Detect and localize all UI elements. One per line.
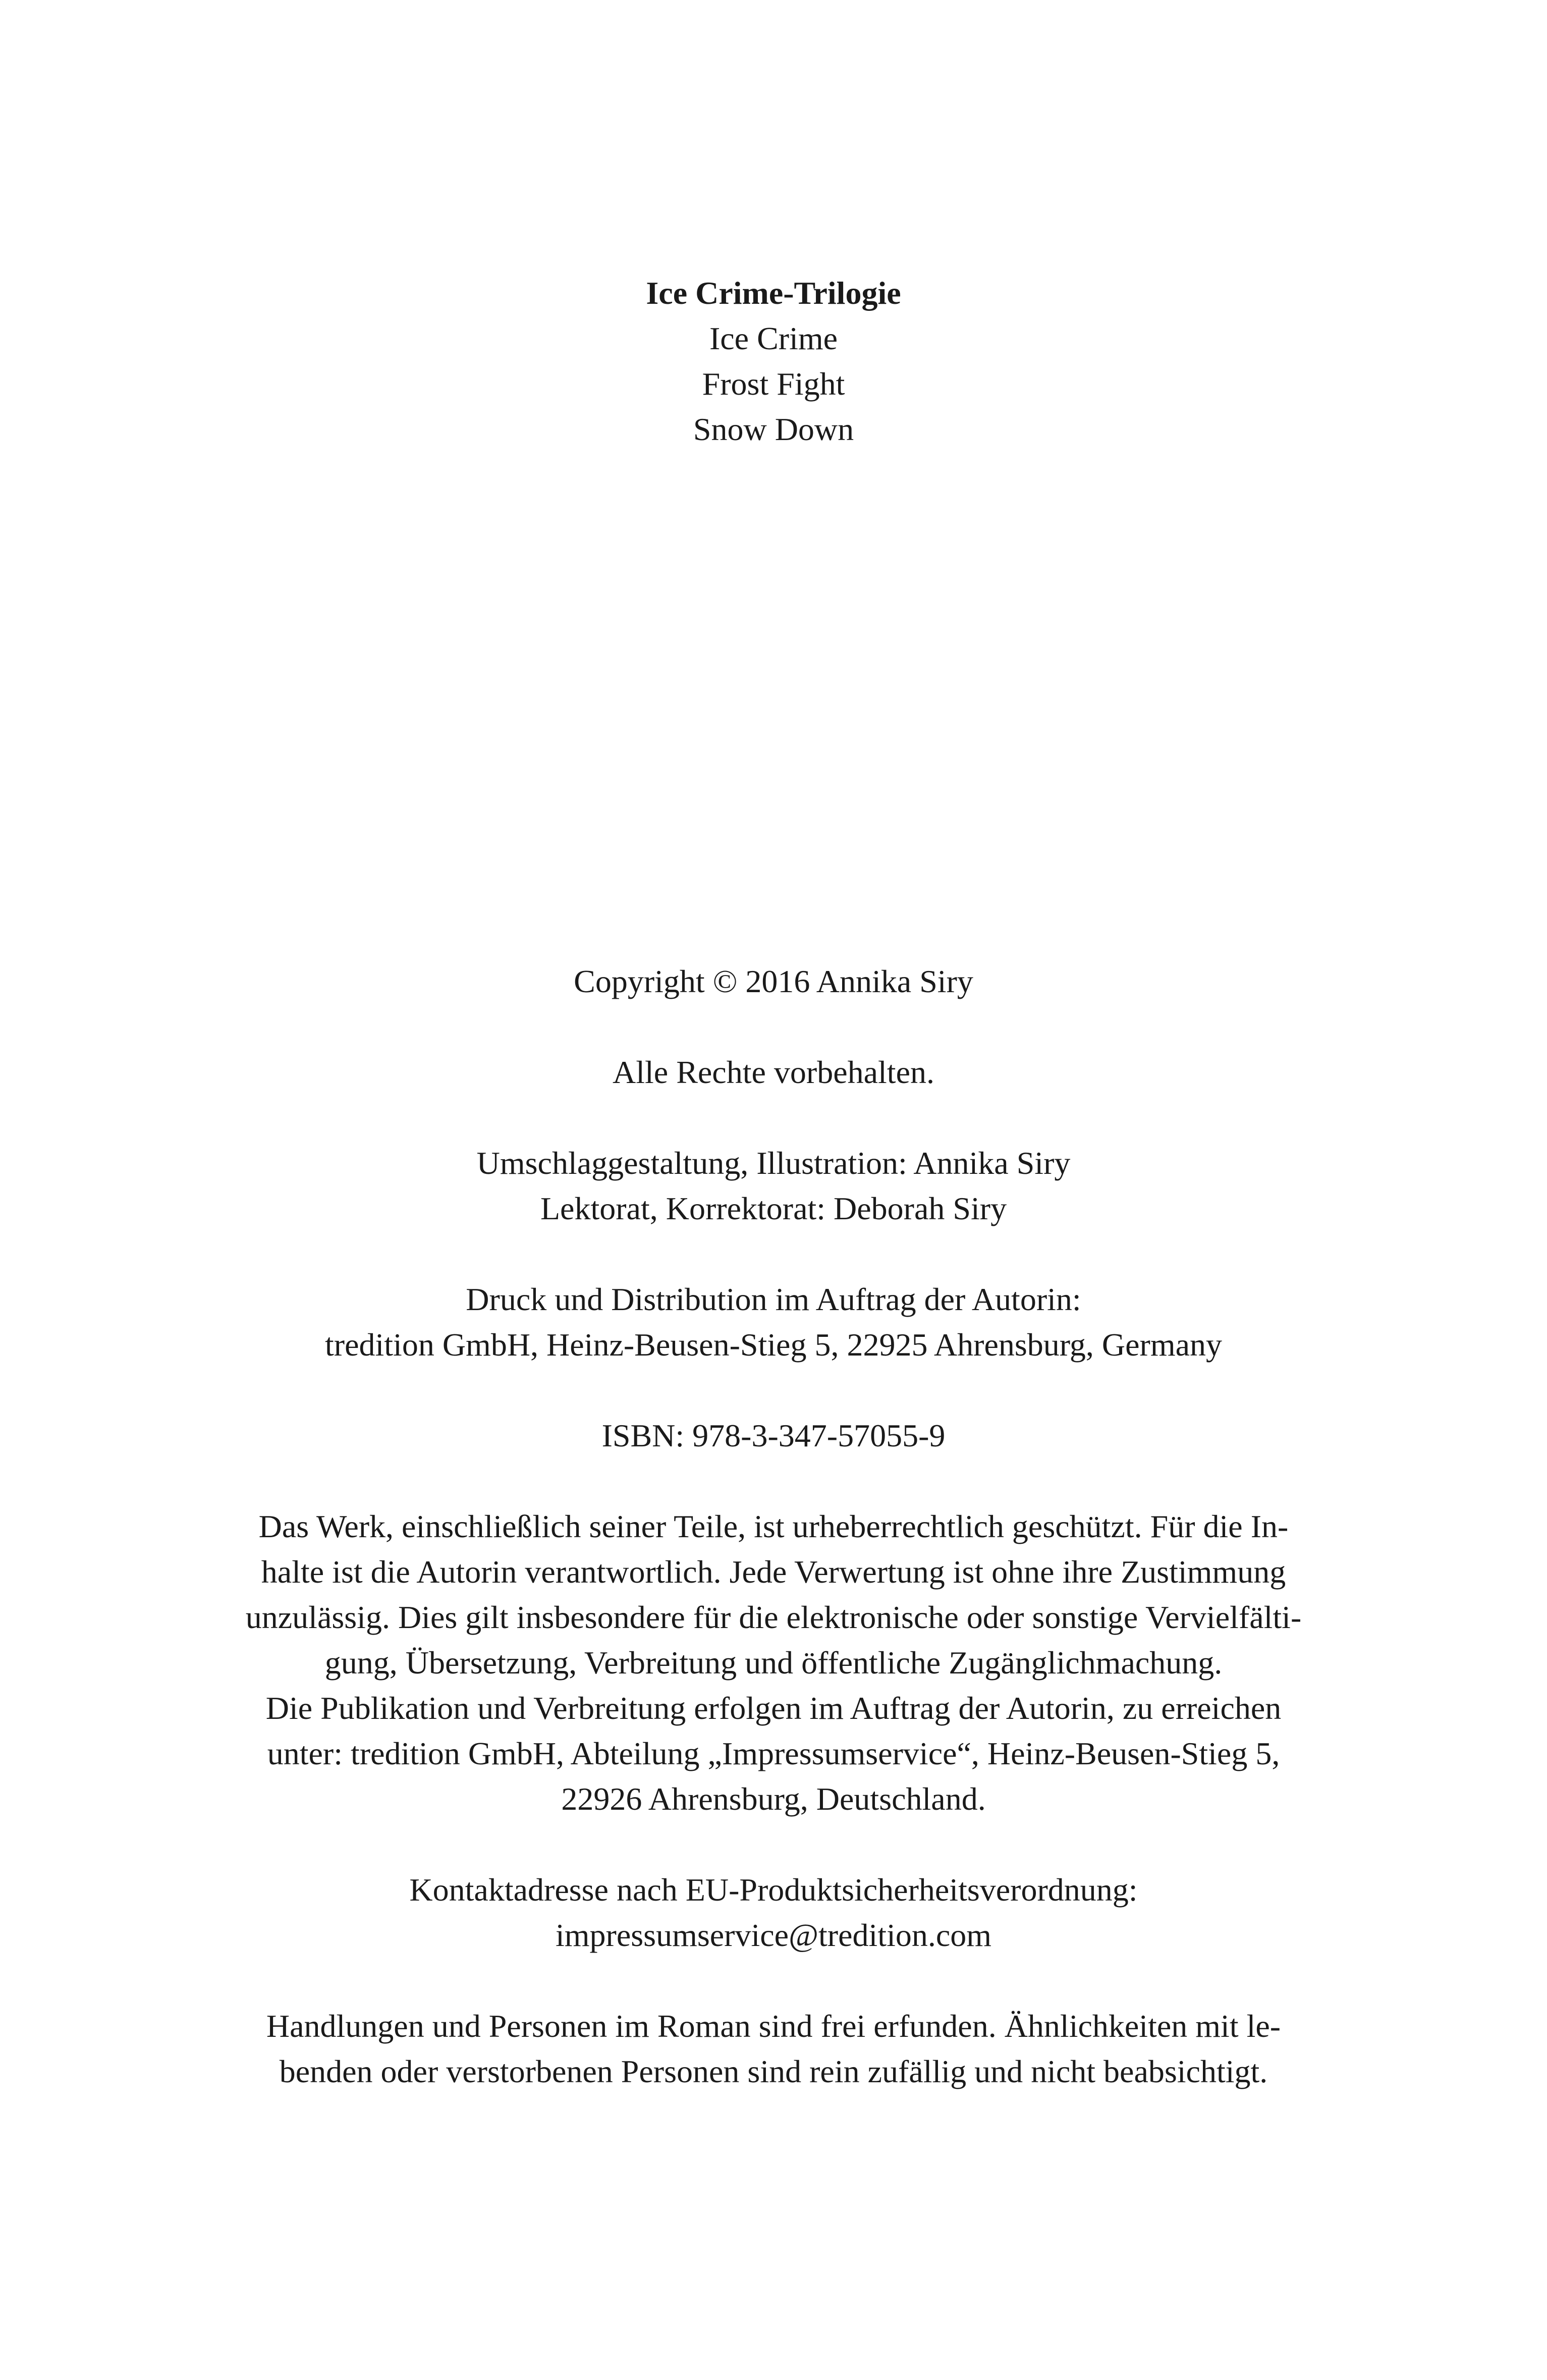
print-line: tredition GmbH, Heinz-Beusen-Stieg 5, 22925 Ahrensburg, Germany bbox=[324, 1327, 1223, 1363]
legal-line: Die Publikation und Verbreitung erfolgen im Auftrag der Autorin, zu erreichen bbox=[265, 1690, 1282, 1726]
credits bbox=[182, 1141, 1365, 1231]
series-title: Snow Down bbox=[693, 411, 854, 447]
series-title: Ice Crime bbox=[709, 320, 838, 356]
rights-line: Alle Rechte vorbehalten. bbox=[613, 1054, 934, 1090]
contact-line: Kontaktadresse nach EU-Produktsicherheitsverordnung: bbox=[409, 1872, 1138, 1908]
legal-line: 22926 Ahrensburg, Deutschland. bbox=[561, 1781, 986, 1817]
copyright-notice bbox=[182, 959, 1365, 1004]
credits-line: Umschlaggestaltung, Illustration: Annika Siry bbox=[476, 1145, 1071, 1181]
legal-line: gung, Übersetzung, Verbreitung und öffentliche Zugänglichmachung. bbox=[324, 1645, 1223, 1681]
isbn bbox=[182, 1413, 1365, 1458]
disclaimer-line: Handlungen und Personen im Roman sind frei erfunden. Ähnlichkeiten mit le- bbox=[266, 2008, 1281, 2044]
copyright-line: Copyright © 2016 Annika Siry bbox=[574, 963, 973, 999]
rights-notice bbox=[182, 1050, 1365, 1095]
print-distribution bbox=[182, 1277, 1365, 1368]
contact-address bbox=[182, 1867, 1365, 1958]
series-list bbox=[182, 271, 1365, 452]
series-title: Frost Fight bbox=[702, 366, 845, 402]
series-heading: Ice Crime-Trilogie bbox=[646, 275, 901, 311]
legal-line: halte ist die Autorin verantwortlich. Jede Verwertung ist ohne ihre Zustimmung bbox=[261, 1554, 1286, 1590]
credits-line: Lektorat, Korrektorat: Deborah Siry bbox=[540, 1191, 1007, 1226]
legal-notice bbox=[182, 1504, 1365, 1822]
legal-line: Das Werk, einschließlich seiner Teile, ist urheberrechtlich geschützt. Für die In- bbox=[258, 1508, 1289, 1544]
legal-line: unter: tredition GmbH, Abteilung „Impressumservice“, Heinz-Beusen-Stieg 5, bbox=[267, 1736, 1280, 1771]
disclaimer-line: benden oder verstorbenen Personen sind rein zufällig und nicht beabsichtigt. bbox=[279, 2053, 1268, 2089]
fiction-disclaimer bbox=[182, 2004, 1365, 2094]
legal-line: unzulässig. Dies gilt insbesondere für die elektronische oder sonstige Vervielfälti- bbox=[245, 1599, 1302, 1635]
contact-email: impressumservice@tredition.com bbox=[555, 1917, 992, 1953]
print-line: Druck und Distribution im Auftrag der Autorin: bbox=[466, 1281, 1081, 1317]
isbn-line: ISBN: 978-3-347-57055-9 bbox=[601, 1418, 946, 1453]
